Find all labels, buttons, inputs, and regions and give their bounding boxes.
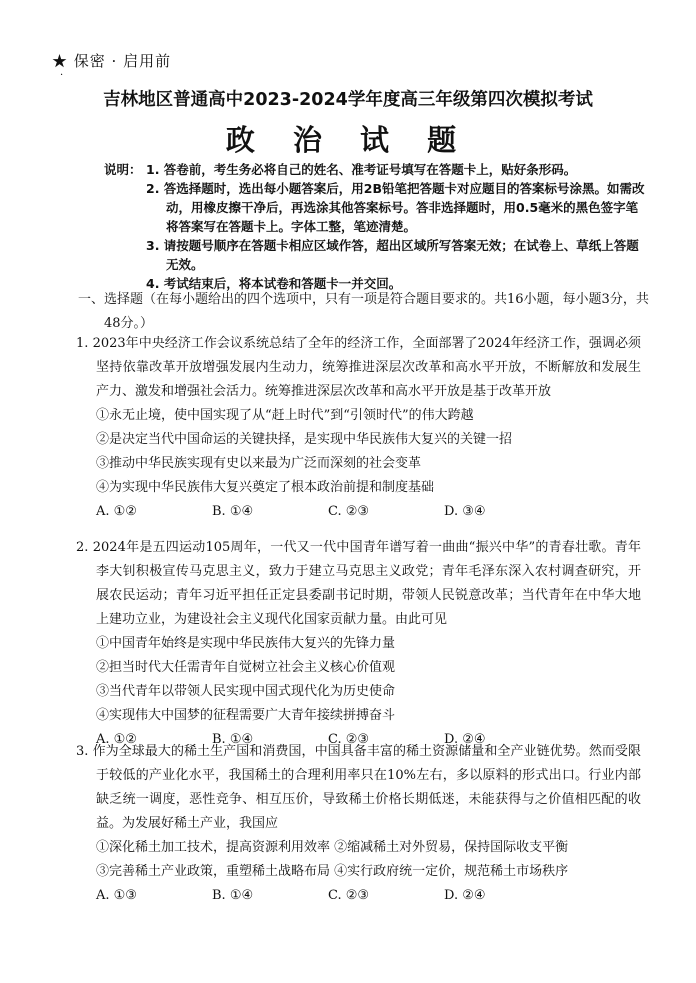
subject-title: 政 治 试 题 [225, 123, 471, 157]
answer-choices [76, 500, 641, 524]
statement-option: ②是决定当代中国命运的关键抉择，是实现中华民族伟大复兴的关键一招 [96, 432, 513, 447]
statement-option: ④为实现中华民族伟大复兴奠定了根本政治前提和制度基础 [96, 480, 435, 495]
question-stem: 1. 2023年中央经济工作会议系统总结了全年的经济工作，全面部署了2024年经济工作，强调必须坚持依靠改革开放增强发展内生动力，统筹推进深层次改革和高水平开放，不断解放和发展生产力、激发和增强社会活力。统筹推进深层次改革和高水平开放是基于改革开放 [76, 336, 641, 399]
choice-d: D. ②④ [444, 732, 486, 747]
statement-option: ③推动中华民族实现有史以来最为广泛而深刻的社会变革 [96, 456, 422, 471]
choice-a: A. ①② [96, 732, 137, 747]
choice-b: B. ①④ [212, 732, 254, 747]
instructions-label: 说明： [104, 162, 142, 177]
choice-b: B. ①④ [212, 888, 254, 903]
choice-c: C. ②③ [328, 888, 370, 903]
instruction-item: 4. 考试结束后，将本试卷和答题卡一并交回。 [146, 276, 402, 291]
exam-name: 吉林地区普通高中2023-2024学年度高三年级第四次模拟考试 [103, 90, 593, 110]
statement-option: ③完善稀土产业政策，重塑稀土战略布局 ④实行政府统一定价，规范稀土市场秩序 [96, 864, 569, 879]
question-stem: 3. 作为全球最大的稀土生产国和消费国，中国具备丰富的稀土资源储量和全产业链优势。然而受限于较低的产业化水平，我国稀土的合理利用率只在10%左右，多以原料的形式出口。行业内部缺乏统一调度，恶性竞争、相互压价，导致稀土价格长期低迷，未能获得与之价值相匹配的收益。为发展好稀土产业，我国应 [76, 744, 641, 831]
choice-d: D. ③④ [444, 504, 486, 519]
choice-b: B. ①④ [212, 504, 254, 519]
choice-a: A. ①③ [96, 888, 137, 903]
instruction-item: 2. 答选择题时，选出每小题答案后，用2B铅笔把答题卡对应题目的答案标号涂黑。如需改动，用橡皮擦干净后，再选涂其他答案标号。答非选择题时，用0.5毫米的黑色签字笔将答案写在答题卡上。字体工整，笔迹清楚。 [146, 181, 645, 235]
confidential-mark: ★ 保密 · 启用前 [52, 52, 172, 70]
question-stem: 2. 2024年是五四运动105周年，一代又一代中国青年谱写着一曲曲“振兴中华”的青春壮歌。青年李大钊积极宣传马克思主义，致力于建立马克思主义政党；青年毛泽东深入农村调查研究，开展农民运动；青年习近平担任正定县委副书记时期，带领人民锐意改革；当代青年在中华大地上建功立业，为建设社会主义现代化国家贡献力量。由此可见 [76, 540, 641, 627]
statement-option: ①中国青年始终是实现中华民族伟大复兴的先锋力量 [96, 636, 396, 651]
statement-option: ④实现伟大中国梦的征程需要广大青年接续拼搏奋斗 [96, 708, 396, 723]
section-heading: 一、选择题（在每小题给出的四个选项中，只有一项是符合题目要求的。共16小题，每小题3分，共48分。） [78, 292, 649, 331]
instruction-item: 3. 请按题号顺序在答题卡相应区域作答，超出区域所写答案无效；在试卷上、草纸上答题无效。 [146, 238, 639, 273]
instruction-item: 1. 答卷前，考生务必将自己的姓名、准考证号填写在答题卡上，贴好条形码。 [146, 162, 577, 177]
statement-option: ②担当时代大任需青年自觉树立社会主义核心价值观 [96, 660, 396, 675]
statement-option: ①深化稀土加工技术，提高资源利用效率 ②缩减稀土对外贸易，保持国际收支平衡 [96, 840, 569, 855]
question-3 [76, 740, 641, 908]
question-2 [76, 536, 641, 752]
question-1 [76, 332, 641, 524]
dot-mark: · [60, 70, 64, 81]
statement-option: ③当代青年以带领人民实现中国式现代化为历史使命 [96, 684, 396, 699]
answer-choices [76, 884, 641, 908]
statement-option: ①永无止境，使中国实现了从“赶上时代”到“引领时代”的伟大跨越 [96, 408, 474, 423]
choice-d: D. ②④ [444, 888, 486, 903]
choice-c: C. ②③ [328, 504, 370, 519]
choice-c: C. ②③ [328, 732, 370, 747]
choice-a: A. ①② [96, 504, 137, 519]
